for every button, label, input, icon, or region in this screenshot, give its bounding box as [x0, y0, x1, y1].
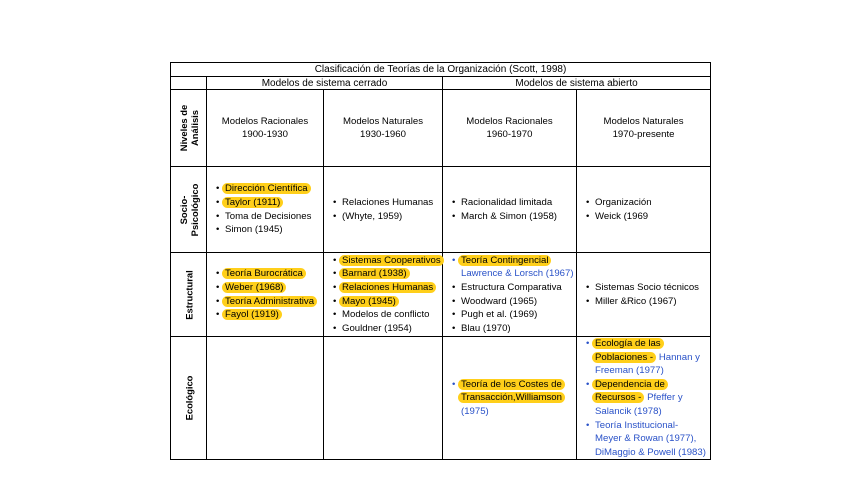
col-name: Modelos Naturales: [343, 116, 423, 127]
list-item: • Weick (1969: [586, 210, 710, 224]
cell-socio-natural-closed: [324, 167, 443, 253]
list-item: • Teoría Institucional- Meyer & Rowan (1977), DiMaggio & Powell (1983): [586, 419, 710, 460]
group-closed-systems: Modelos de sistema cerrado: [207, 77, 443, 90]
col-name: Modelos Naturales: [603, 116, 684, 127]
cell-structural-rational-closed: [207, 253, 324, 337]
cell-ecological-rational-closed: [207, 337, 324, 460]
col-header-natural-closed: [324, 90, 443, 167]
list-item: • Teoría Administrativa: [216, 295, 323, 309]
list-item: • Fayol (1919): [216, 308, 323, 322]
cell-ecological-rational-open: [443, 337, 577, 460]
list-item: • Woodward (1965): [452, 295, 576, 309]
table-title: Clasificación de Teorías de la Organización (Scott, 1998): [171, 63, 711, 77]
list-item: • Ecología de las Poblaciones - Hannan y Freeman (1977): [586, 337, 710, 378]
list-item: • Taylor (1911): [216, 196, 323, 210]
cell-ecological-natural-closed: [324, 337, 443, 460]
row-header-levels: [171, 90, 207, 167]
row-label-ecological: [171, 337, 207, 460]
list-item: • Toma de Decisiones: [216, 210, 323, 224]
list-item: • Pugh et al. (1969): [452, 308, 576, 322]
list-item: • Weber (1968): [216, 281, 323, 295]
cell-structural-rational-open: [443, 253, 577, 337]
cell-socio-rational-open: [443, 167, 577, 253]
list-item: • Teoría Contingencial Lawrence & Lorsch (1967): [452, 254, 576, 281]
cell-socio-natural-open: [577, 167, 711, 253]
list-item: • Dirección Científica: [216, 182, 323, 196]
row-label-text: Socio- Psicológico: [177, 183, 200, 236]
list-item: • Relaciones Humanas: [333, 281, 442, 295]
col-period: 1960-1970: [486, 129, 533, 140]
cell-socio-rational-closed: [207, 167, 324, 253]
list-item: • Organización: [586, 196, 710, 210]
cell-ecological-natural-open: [577, 337, 711, 460]
col-period: 1930-1960: [360, 129, 406, 140]
group-open-systems: Modelos de sistema abierto: [443, 77, 711, 90]
list-item: • Racionalidad limitada: [452, 196, 576, 210]
col-period: 1900-1930: [242, 129, 288, 140]
list-item: • Blau (1970): [452, 322, 576, 336]
list-item: • Teoría Burocrática: [216, 267, 323, 281]
list-item: • Modelos de conflicto: [333, 308, 442, 322]
list-item: • Estructura Comparativa: [452, 281, 576, 295]
levels-label: Niveles de Análisis: [177, 104, 200, 152]
list-item: • Sistemas Socio técnicos: [586, 281, 710, 295]
list-item: • Miller &Rico (1967): [586, 295, 710, 309]
list-item: • March & Simon (1958): [452, 210, 576, 224]
classification-table: [170, 62, 711, 460]
list-item: • Simon (1945): [216, 223, 323, 237]
col-header-rational-open: [443, 90, 577, 167]
list-item: • Relaciones Humanas: [333, 196, 442, 210]
row-label-text: Ecológico: [183, 375, 194, 421]
list-item: • Gouldner (1954): [333, 322, 442, 336]
row-label-structural: [171, 253, 207, 337]
cell-structural-natural-open: [577, 253, 711, 337]
col-name: Modelos Racionales: [221, 116, 309, 127]
blank-corner: [171, 77, 207, 90]
col-period: 1970-presente: [612, 129, 675, 140]
list-item: • Mayo (1945): [333, 295, 442, 309]
row-label-socio: [171, 167, 207, 253]
row-label-text: Estructural: [183, 269, 194, 320]
col-header-natural-open: [577, 90, 711, 167]
list-item: • Sistemas Cooperativos: [333, 254, 442, 268]
list-item: • (Whyte, 1959): [333, 210, 442, 224]
list-item: • Dependencia de Recursos - Pfeffer y Salancik (1978): [586, 378, 710, 419]
list-item: • Teoría de los Costes de Transacción,Williamson (1975): [452, 378, 576, 419]
col-name: Modelos Racionales: [466, 116, 553, 127]
list-item: • Barnard (1938): [333, 267, 442, 281]
cell-structural-natural-closed: [324, 253, 443, 337]
col-header-rational-closed: [207, 90, 324, 167]
